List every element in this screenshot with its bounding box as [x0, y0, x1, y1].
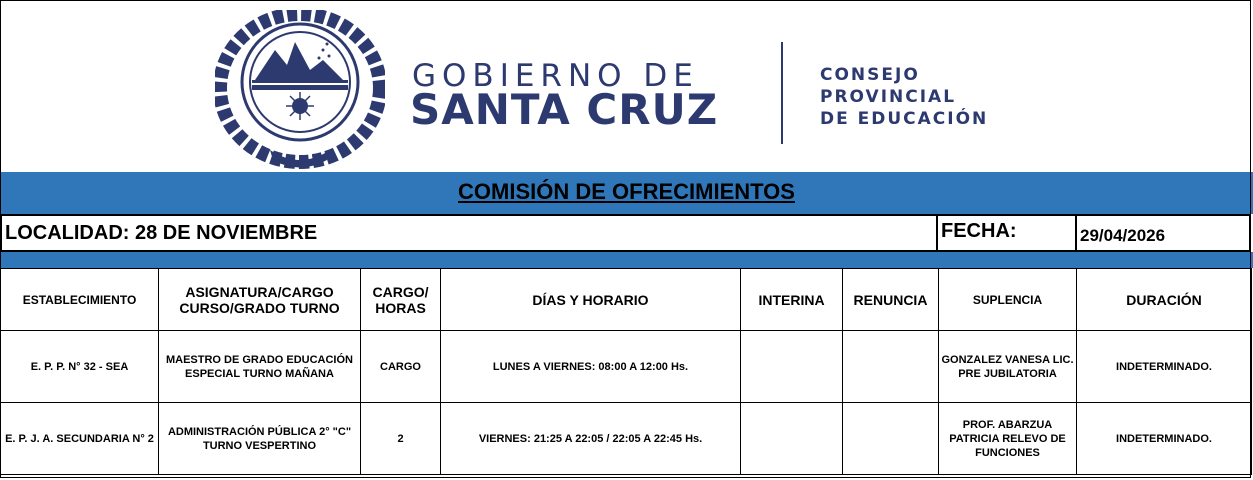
cell-suplencia: PROF. ABARZUA PATRICIA RELEVO DE FUNCIONES [939, 403, 1077, 475]
fecha-label: FECHA: [936, 214, 1077, 252]
cell-suplencia: GONZALEZ VANESA LIC. PRE JUBILATORIA [939, 331, 1077, 403]
header-dias: DÍAS Y HORARIO [441, 269, 741, 331]
cell-establecimiento: E. P. P. N° 32 - SEA [1, 331, 159, 403]
header-cargo-line2: HORAS [375, 299, 426, 316]
cell-establecimiento: E. P. J. A. SECUNDARIA N° 2 [1, 403, 159, 475]
header-asignatura-line1: ASIGNATURA/CARGO [185, 283, 334, 300]
header-renuncia: RENUNCIA [843, 269, 939, 331]
localidad-label: LOCALIDAD: 28 DE NOVIEMBRE [0, 214, 938, 252]
cell-cargo: 2 [361, 403, 441, 475]
header-establecimiento: ESTABLECIMIENTO [1, 269, 159, 331]
cell-dias: VIERNES: 21:25 A 22:05 / 22:05 A 22:45 Hs. [441, 403, 741, 475]
gobierno-title-line1: GOBIERNO DE [412, 58, 699, 94]
cell-dias: LUNES A VIERNES: 08:00 A 12:00 Hs. [441, 331, 741, 403]
gobierno-title-line2: SANTA CRUZ [410, 85, 719, 134]
header-asignatura-line2: CURSO/GRADO TURNO [179, 299, 340, 316]
consejo-line-3: DE EDUCACIÓN [820, 109, 989, 129]
cell-asignatura: ADMINISTRACIÓN PÚBLICA 2° "C" TURNO VESPERTINO [159, 403, 361, 475]
header-suplencia: SUPLENCIA [939, 269, 1077, 331]
fecha-value: 29/04/2026 [1075, 214, 1251, 252]
cell-duracion: INDETERMINADO. [1077, 331, 1252, 403]
header-cargo-line1: CARGO/ [372, 283, 429, 300]
cell-cargo: CARGO [361, 331, 441, 403]
cell-asignatura: MAESTRO DE GRADO EDUCACIÓN ESPECIAL TURNO MAÑANA [159, 331, 361, 403]
header-duracion: DURACIÓN [1077, 269, 1252, 331]
header-interina: INTERINA [741, 269, 843, 331]
consejo-line-1: CONSEJO [820, 65, 920, 85]
document-title: COMISIÓN DE OFRECIMIENTOS [458, 179, 795, 204]
consejo-line-2: PROVINCIAL [820, 87, 957, 107]
cell-duracion: INDETERMINADO. [1077, 403, 1252, 475]
